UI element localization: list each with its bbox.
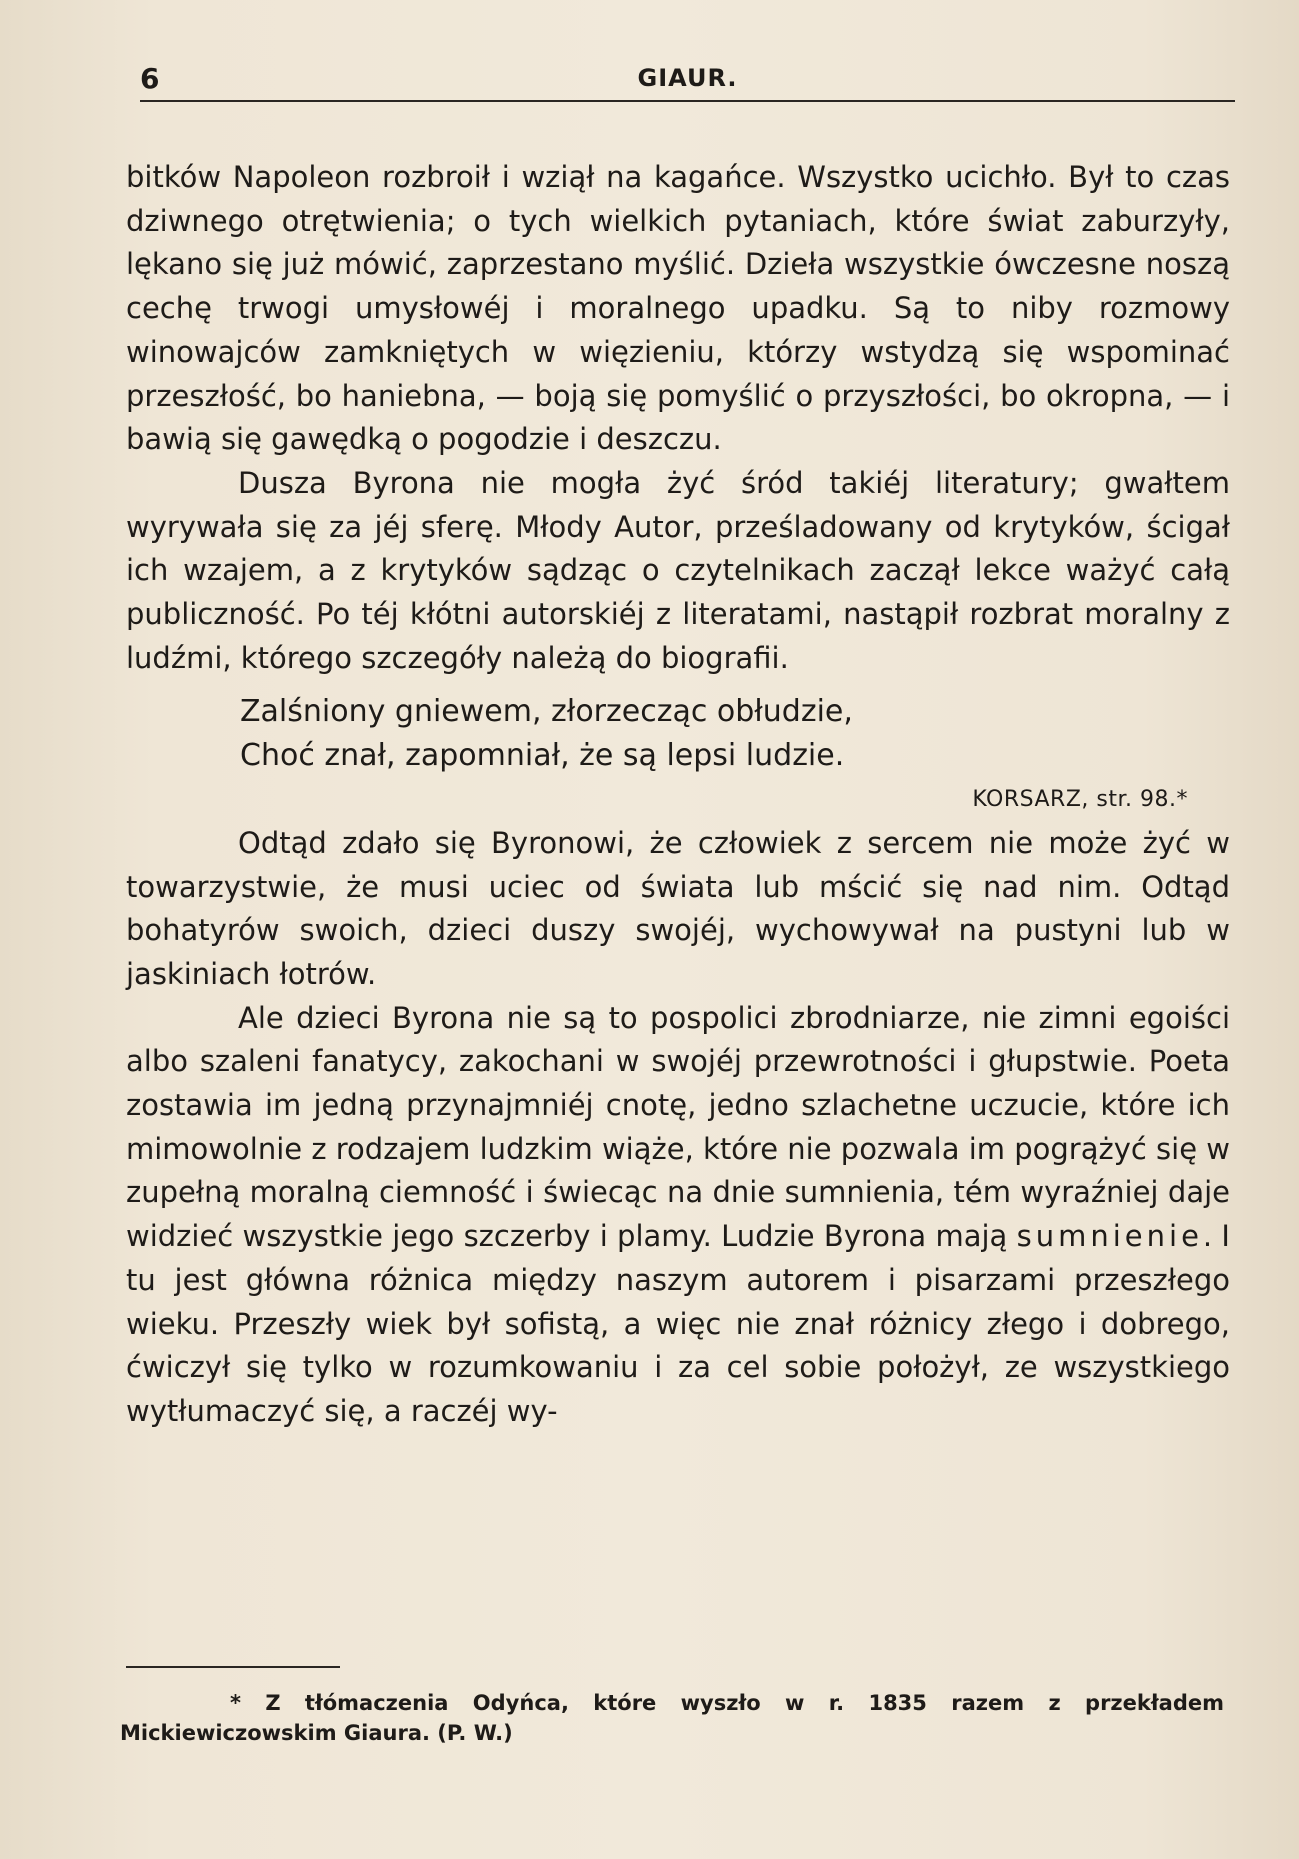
paragraph-3: Odtąd zdało się Byronowi, że człowiek z sercem nie może żyć w towarzystwie, że musi uciec od świata lub mścić się nad nim. Odtąd bohatyrów swoich, dzieci duszy swojéj, wychowywał na pustyni lub w jaskiniach łotrów.	[126, 825, 1230, 991]
paragraph-4-text-a: Ale dzieci Byrona nie są to pospolici zbrodniarze, nie zimni egoiści albo szaleni fanatycy, zakochani w swojéj przewrotności i głupstwie. Poeta zostawia im jedną przynajmniéj cnotę, jedno szlachetne uczucie, które ich mimowolnie z rodzajem ludzkim wiąże, które nie pozwala im pogrążyć się w zupełną moralną ciemność i świecąc na dnie sumnienia, tém wyraźniej daje widzieć wszystkie jego szczerby i plamy. Ludzie Byrona mają	[126, 1000, 1230, 1254]
footnote: * Z tłómaczenia Odyńca, które wyszło w r. 1835 razem z przekładem Mickiewiczowskim Giaura. (P. W.)	[120, 1691, 1224, 1745]
page-number: 6	[140, 62, 161, 95]
poem-source: KORSARZ, str. 98.*	[972, 786, 1188, 812]
running-title: GIAUR.	[637, 64, 738, 92]
page-header	[140, 54, 1235, 98]
body-text	[126, 156, 1230, 1434]
poem-line-2: Choć znał, zapomniał, że są lepsi ludzie.	[240, 738, 845, 774]
paragraph-4	[126, 997, 1230, 1434]
header-rule	[140, 100, 1235, 102]
footnote-rule	[126, 1666, 340, 1668]
emphasized-word: sumnienie	[1016, 1219, 1203, 1254]
paragraph-4-text-b: . I tu jest główna różnica między naszym autorem i pisarzami przeszłego wieku. Przeszły wiek był sofistą, a więc nie znał różnicy złego i dobrego, ćwiczył się tylko w rozumkowaniu i za cel sobie położył, ze wszystkiego wytłumaczyć się, a raczéj wy-	[126, 1219, 1230, 1428]
paragraph-1: bitków Napoleon rozbroił i wziął na kagańce. Wszystko ucichło. Był to czas dziwnego otrętwienia; o tych wielkich pytaniach, które świat zaburzyły, lękano się już mówić, zaprzestano myślić. Dzieła wszystkie ówczesne noszą cechę trwogi umysłowéj i moralnego upadku. Są to niby rozmowy winowajców zamkniętych w więzieniu, którzy wstydzą się wspominać przeszłość, bo haniebna, — boją się pomyślić o przyszłości, bo okropna, — i bawią się gawędką o pogodzie i deszczu.	[126, 160, 1230, 457]
poem-quote	[240, 690, 1230, 821]
paragraph-2: Dusza Byrona nie mogła żyć śród takiéj literatury; gwałtem wyrywała się za jéj sferę. Młody Autor, prześladowany od krytyków, ścigał ich wzajem, a z krytyków sądząc o czytelnikach zaczął lekce ważyć całą publiczność. Po téj kłótni autorskiéj z literatami, nastąpił rozbrat moralny z ludźmi, którego szczegóły należą do biografii.	[126, 465, 1230, 675]
poem-line-1: Zalśniony gniewem, złorzecząc obłudzie,	[240, 694, 853, 730]
